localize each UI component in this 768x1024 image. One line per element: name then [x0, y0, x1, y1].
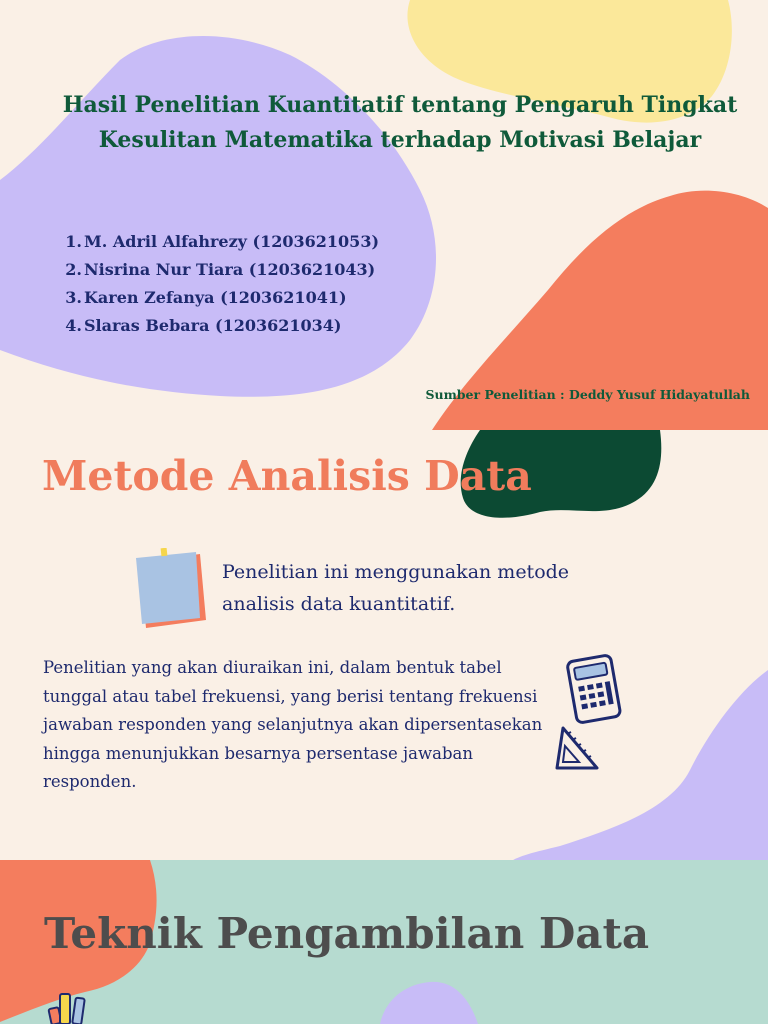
author-item — [62, 284, 379, 312]
author-number: 1. — [65, 232, 82, 251]
author-item — [62, 228, 379, 256]
metode-heading: Metode Analisis Data — [42, 452, 532, 500]
teknik-heading: Teknik Pengambilan Data — [44, 909, 650, 958]
page-title: Hasil Penelitian Kuantitatif tentang Pengaruh Tingkat Kesulitan Matematika terhadap Motivasi Belajar — [62, 92, 738, 153]
author-item — [62, 312, 379, 340]
author-number: 3. — [65, 288, 82, 307]
author-item — [62, 256, 379, 284]
author-name: Nisrina Nur Tiara (1203621043) — [84, 260, 376, 279]
research-source: Sumber Penelitian : Deddy Yusuf Hidayatullah — [425, 387, 750, 402]
author-name: Slaras Bebara (1203621034) — [84, 316, 342, 335]
teknik-section — [0, 860, 768, 1024]
author-number: 4. — [65, 316, 82, 335]
stationery-icon — [46, 992, 92, 1024]
calculator-icon — [566, 654, 622, 726]
metode-body: Penelitian yang akan diuraikan ini, dalam bentuk tabel tunggal atau tabel frekuensi, yang berisi tentang frekuensi jawaban responden yang selanjutnya akan dipersentasekan hingga menunjukkan besarnya persentase jawaban responden. — [43, 658, 543, 791]
author-name: Karen Zefanya (1203621041) — [84, 288, 347, 307]
sticky-note-icon — [134, 548, 208, 630]
lavender-teknik-blob — [380, 982, 478, 1024]
author-name: M. Adril Alfahrezy (1203621053) — [84, 232, 380, 251]
author-number: 2. — [65, 260, 82, 279]
author-list — [62, 228, 379, 340]
metode-intro: Penelitian ini menggunakan metode analisis data kuantitatif. — [222, 561, 570, 615]
set-square-icon — [553, 724, 603, 774]
